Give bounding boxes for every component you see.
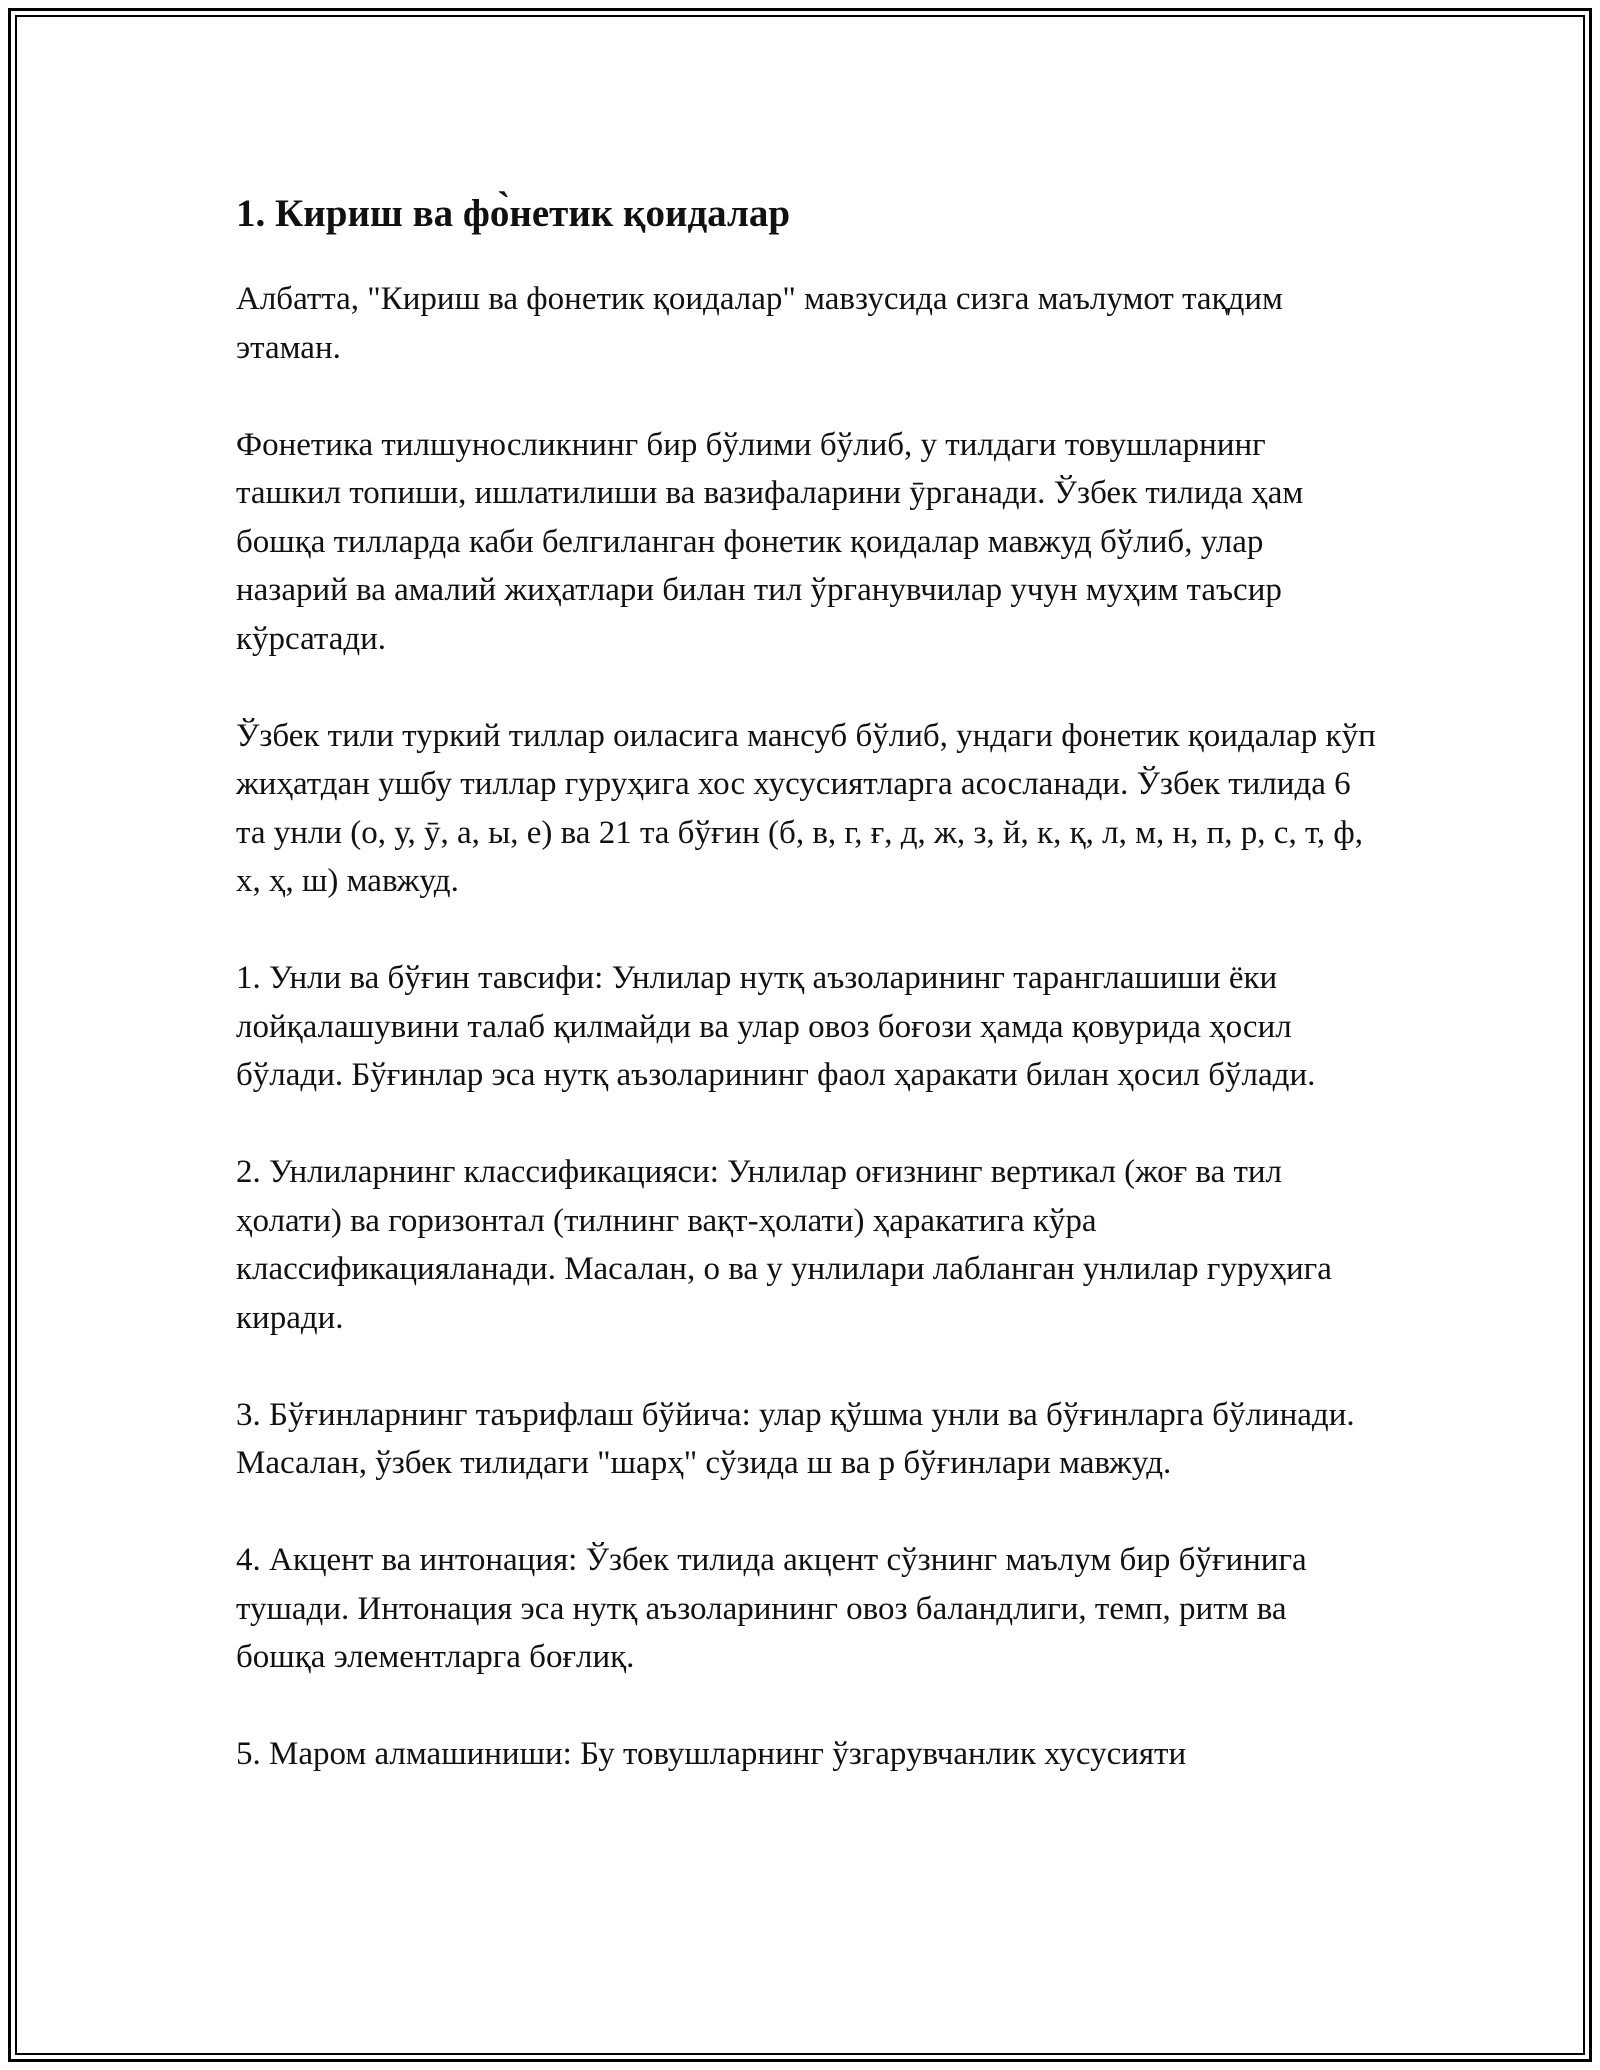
document-title: 1. Кириш ва фо̀нетик қоидалар bbox=[236, 192, 791, 235]
paragraph-phonetics-definition: Фонетика тилшуносликнинг бир бўлими бўлиб, у тилдаги товушларнинг ташкил топиши, ишлатилиши ва вазифаларини ӯрганади. Ўзбек тилида ҳам бошқа тилларда каби белгиланган фонетик қоидалар мавжуд бўлиб, улар назарий ва амалий жиҳатлари билан тил ўрганувчилар учун муҳим таъсир кўрсатади. bbox=[236, 426, 1304, 657]
paragraph-item-3: 3. Бўғинларнинг таърифлаш бўйича: улар қўшма унли ва бўғинларга бўлинади. Масалан, ўзбек тилидаги "шарҳ" сўзида ш ва р бўғинлари мавжуд. bbox=[236, 1396, 1355, 1481]
paragraph-item-5: 5. Маром алмашиниши: Бу товушларнинг ўзгарувчанлик хусусияти bbox=[236, 1736, 1187, 1772]
paragraph-item-1: 1. Унли ва бўғин тавсифи: Унлилар нутқ аъзоларининг таранглашиши ёки лойқалашувини талаб қилмайди ва улар овоз боғози ҳамда қовурида ҳосил бўлади. Бўғинлар эса нутқ аъзоларининг фаол ҳаракати билан ҳосил бўлади. bbox=[236, 960, 1316, 1093]
paragraph-intro: Албатта, "Кириш ва фонетик қоидалар" мавзусида сизга маълумот тақдим этаман. bbox=[236, 281, 1283, 366]
document-body bbox=[236, 186, 1376, 1827]
paragraph-uzbek-sounds: Ўзбек тили туркий тиллар оиласига мансуб бўлиб, ундаги фонетик қоидалар кўп жиҳатдан ушбу тиллар гуруҳига хос хусусиятларга асосланади. Ўзбек тилида 6 та унли (о, у, ӯ, а, ы, е) ва 21 та бўғин (б, в, г, ғ, д, ж, з, й, к, қ, л, м, н, п, р, с, т, ф, х, ҳ, ш) мавжуд. bbox=[236, 717, 1376, 899]
paragraph-item-4: 4. Акцент ва интонация: Ўзбек тилида акцент сўзнинг маълум бир бўғинига тушади. Интонация эса нутқ аъзоларининг овоз баландлиги, темп, ритм ва бошқа элементларга боғлиқ. bbox=[236, 1542, 1307, 1675]
paragraph-item-2: 2. Унлиларнинг классификацияси: Унлилар оғизнинг вертикал (жоғ ва тил ҳолати) ва горизонтал (тилнинг вақт-ҳолати) ҳаракатига кўра классификацияланади. Масалан, о ва у унлилари лабланган унлилар гуруҳига киради. bbox=[236, 1154, 1332, 1336]
